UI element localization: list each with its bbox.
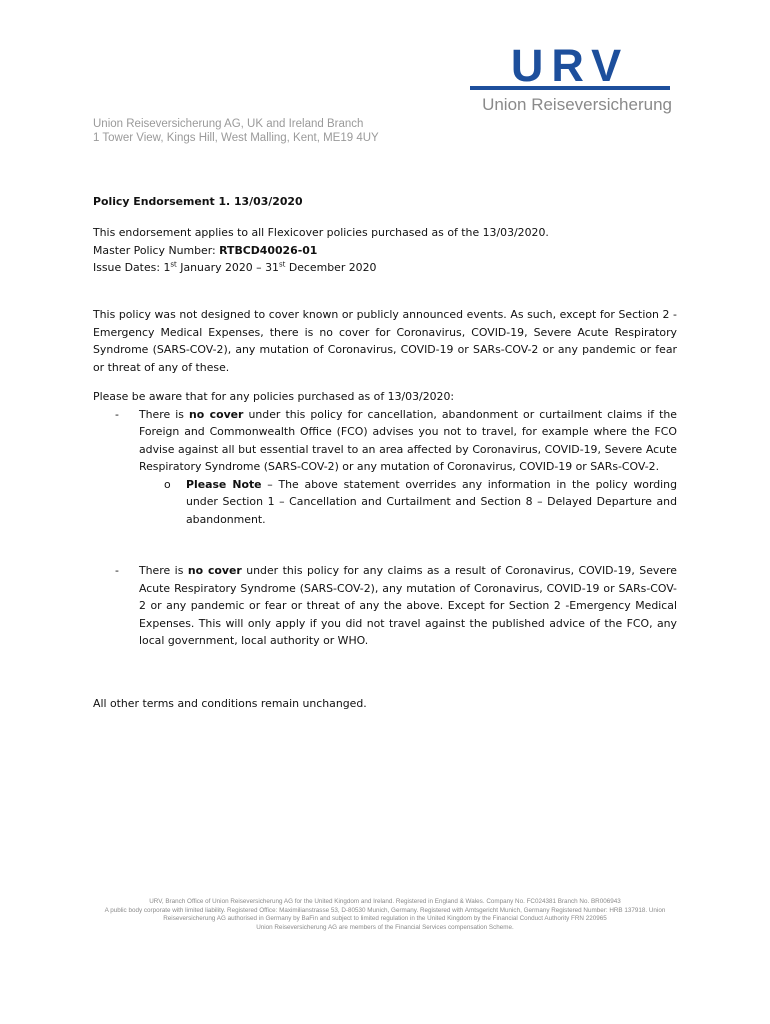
bullet-text-post: under this policy for any claims as a result of Coronavirus, COVID-19, Severe Acute Respiratory Syndrome (SARS-COV-2), any mutation of Coronavirus, COVID-19 or SARs-COV-2 or any pandemic or fear or threat of any the above. Except for Section 2 -Emergency Medical Expenses. This will only apply if you did not travel against the published advice of the FCO, any local government, local authority or WHO. — [139, 564, 677, 647]
coverage-paragraph: This policy was not designed to cover known or publicly announced events. As such, except for Section 2 - Emergency Medical Expenses, there is no cover for Coronavirus, COVID-19, Severe Acute Respiratory Syndrome (SARS-COV-2), any mutation of Coronavirus, COVID-19 or SARs-COV-2 or any pandemic or fear or threat of any of these. — [93, 308, 677, 374]
bullet-bold: no cover — [187, 564, 242, 577]
issue-dates-line — [93, 259, 677, 277]
bullet-dash: - — [115, 564, 119, 577]
policy-label: Master Policy Number: — [93, 243, 220, 257]
footer-line-1: URV, Branch Office of Union Reiseversicherung AG for the United Kingdom and Ireland. Registered in England & Wales. Company No. FC024381 Branch No. BR006943 — [149, 898, 621, 905]
bullet-item — [93, 406, 677, 476]
issue-end: December 2020 — [285, 261, 377, 274]
sub-bullet-marker: o — [164, 477, 171, 491]
spacer — [93, 528, 677, 562]
bullet-item — [93, 562, 677, 650]
conditions-intro: Please be aware that for any policies purchased as of 13/03/2020: — [93, 390, 455, 403]
issue-label: Issue Dates: 1 — [93, 261, 171, 274]
address-line-1: Union Reiseversicherung AG, UK and Ireland Branch — [93, 118, 364, 130]
branch-address — [93, 117, 379, 145]
sub-bullet-bold: Please Note — [186, 477, 262, 491]
intro-block — [93, 224, 677, 277]
endorsement-heading: Policy Endorsement 1. 13/03/2020 — [93, 195, 303, 208]
bullet-bold: no cover — [189, 407, 244, 421]
sub-bullet-text: – The above statement overrides any information in the policy wording under Section 1 – Cancellation and Curtailment and Section 8 – Delayed Departure and abandonment. — [186, 477, 677, 526]
closing-paragraph: All other terms and conditions remain unchanged. — [93, 697, 367, 710]
logo-subtitle: Union Reiseversicherung — [482, 95, 672, 114]
logo-text: URV — [510, 44, 630, 91]
bullet-text-pre: There is — [139, 407, 190, 421]
footer-line-3: Union Reiseversicherung AG are members of the Financial Services compensation Scheme. — [256, 923, 514, 931]
bullet-text-pre: There is — [139, 564, 188, 577]
intro-line: This endorsement applies to all Flexicover policies purchased as of the 13/03/2020. — [93, 226, 549, 239]
issue-mid: January 2020 – 31 — [176, 261, 279, 274]
bullet-dash: - — [115, 407, 119, 421]
bullet-text-post: under this policy for cancellation, abandonment or curtailment claims if the Foreign and Commonwealth Office (FCO) advises you not to travel, for example where the FCO advise against all but essential travel to an area affected by Coronavirus, COVID-19, Severe Acute Respiratory Syndrome (SARS-COV-2) or any mutation of Coronavirus, COVID-19 or SARs-COV-2. — [139, 407, 677, 473]
issue-sup-2: st — [278, 260, 286, 269]
policy-conditions — [93, 388, 677, 650]
urv-logo-mark — [468, 44, 672, 94]
policy-number: RTBCD40026-01 — [219, 243, 318, 257]
master-policy-line — [93, 242, 677, 260]
company-logo — [468, 44, 672, 114]
issue-sup-1: st — [170, 260, 177, 269]
legal-footer — [93, 898, 677, 932]
address-line-2: 1 Tower View, Kings Hill, West Malling, Kent, ME19 4UY — [93, 132, 379, 144]
sub-bullet-item — [93, 476, 677, 529]
footer-line-2: A public body corporate with limited liability. Registered Office: Maximilianstrasse 53, D-80530 Munich, Germany. Registered with Amtsgericht Munich, Germany Registered Number: HRB 137918. Union Reiseversicherung AG authorised in Germany by BaFin and subject to limited regulation in the United Kingdom by the Financial Conduct Authority FRN 220965 — [104, 906, 666, 923]
